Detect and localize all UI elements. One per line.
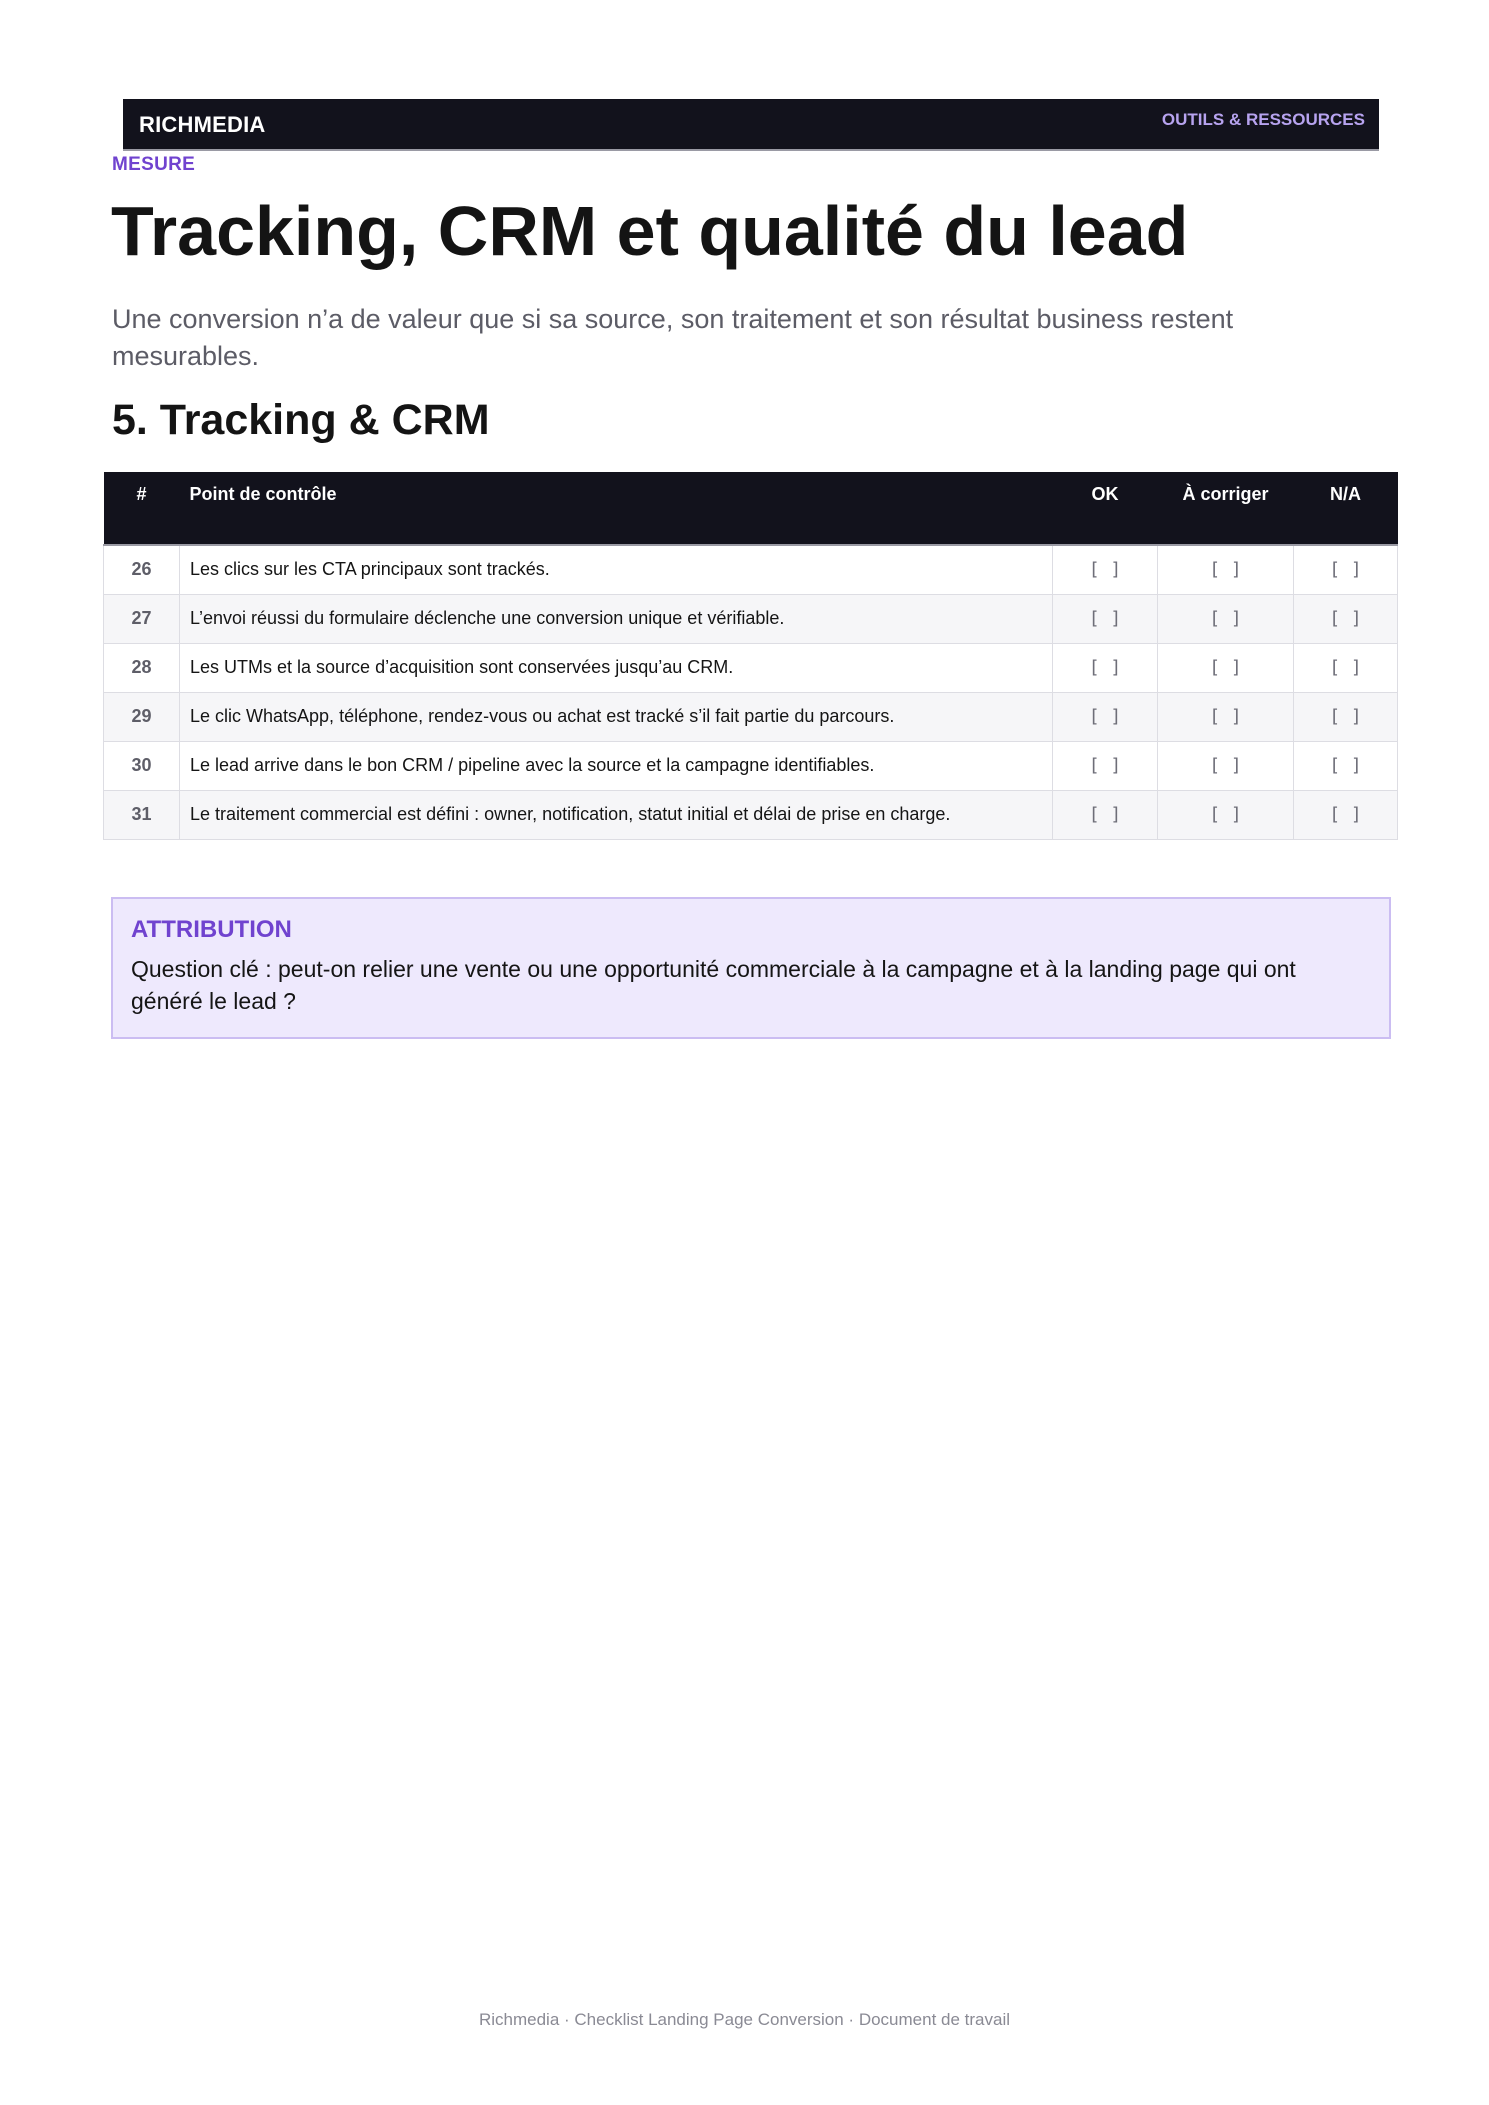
row-number: 28 — [104, 643, 180, 692]
checklist-table — [103, 472, 1398, 840]
section-title: 5. Tracking & CRM — [112, 396, 490, 444]
brand-logo-text: RICHMEDIA — [139, 112, 266, 137]
to-fix-checkbox[interactable]: [ ] — [1158, 643, 1294, 692]
ok-checkbox[interactable]: [ ] — [1053, 643, 1158, 692]
page-title: Tracking, CRM et qualité du lead — [111, 192, 1189, 270]
to-fix-checkbox[interactable]: [ ] — [1158, 594, 1294, 643]
na-checkbox[interactable]: [ ] — [1294, 741, 1398, 790]
column-header-number: # — [104, 472, 180, 545]
na-checkbox[interactable]: [ ] — [1294, 545, 1398, 594]
table-row — [104, 692, 1398, 741]
to-fix-checkbox[interactable]: [ ] — [1158, 545, 1294, 594]
column-header-control-point: Point de contrôle — [180, 472, 1053, 545]
row-control-point: Les UTMs et la source d’acquisition sont conservées jusqu’au CRM. — [180, 643, 1053, 692]
section-kicker: MESURE — [112, 154, 196, 175]
table-row — [104, 790, 1398, 839]
table-row — [104, 545, 1398, 594]
row-control-point: Le lead arrive dans le bon CRM / pipeline avec la source et la campagne identifiables. — [180, 741, 1053, 790]
na-checkbox[interactable]: [ ] — [1294, 692, 1398, 741]
row-control-point: L’envoi réussi du formulaire déclenche une conversion unique et vérifiable. — [180, 594, 1053, 643]
column-header-na: N/A — [1294, 472, 1398, 545]
callout-label: ATTRIBUTION — [131, 916, 292, 943]
ok-checkbox[interactable]: [ ] — [1053, 594, 1158, 643]
tools-resources-link[interactable]: OUTILS & RESSOURCES — [1161, 110, 1365, 129]
table-row — [104, 594, 1398, 643]
ok-checkbox[interactable]: [ ] — [1053, 692, 1158, 741]
row-number: 29 — [104, 692, 180, 741]
row-number: 26 — [104, 545, 180, 594]
row-number: 30 — [104, 741, 180, 790]
na-checkbox[interactable]: [ ] — [1294, 643, 1398, 692]
to-fix-checkbox[interactable]: [ ] — [1158, 741, 1294, 790]
page-lead: Une conversion n’a de valeur que si sa source, son traitement et son résultat business restent mesurables. — [112, 304, 1234, 371]
ok-checkbox[interactable]: [ ] — [1053, 790, 1158, 839]
table-header-row — [104, 472, 1398, 545]
to-fix-checkbox[interactable]: [ ] — [1158, 692, 1294, 741]
row-number: 27 — [104, 594, 180, 643]
row-control-point: Le traitement commercial est défini : owner, notification, statut initial et délai de prise en charge. — [180, 790, 1053, 839]
column-header-ok: OK — [1053, 472, 1158, 545]
row-number: 31 — [104, 790, 180, 839]
na-checkbox[interactable]: [ ] — [1294, 594, 1398, 643]
callout-text: Question clé : peut-on relier une vente ou une opportunité commerciale à la campagne et à la landing page qui ont généré le lead ? — [131, 956, 1296, 1014]
to-fix-checkbox[interactable]: [ ] — [1158, 790, 1294, 839]
ok-checkbox[interactable]: [ ] — [1053, 741, 1158, 790]
attribution-callout — [111, 897, 1391, 1039]
top-header-bar — [123, 99, 1379, 151]
row-control-point: Le clic WhatsApp, téléphone, rendez-vous ou achat est tracké s’il fait partie du parcours. — [180, 692, 1053, 741]
row-control-point: Les clics sur les CTA principaux sont trackés. — [180, 545, 1053, 594]
page-footer: Richmedia · Checklist Landing Page Conversion · Document de travail — [478, 2010, 1011, 2029]
table-row — [104, 741, 1398, 790]
column-header-to-fix: À corriger — [1158, 472, 1294, 545]
na-checkbox[interactable]: [ ] — [1294, 790, 1398, 839]
ok-checkbox[interactable]: [ ] — [1053, 545, 1158, 594]
table-row — [104, 643, 1398, 692]
